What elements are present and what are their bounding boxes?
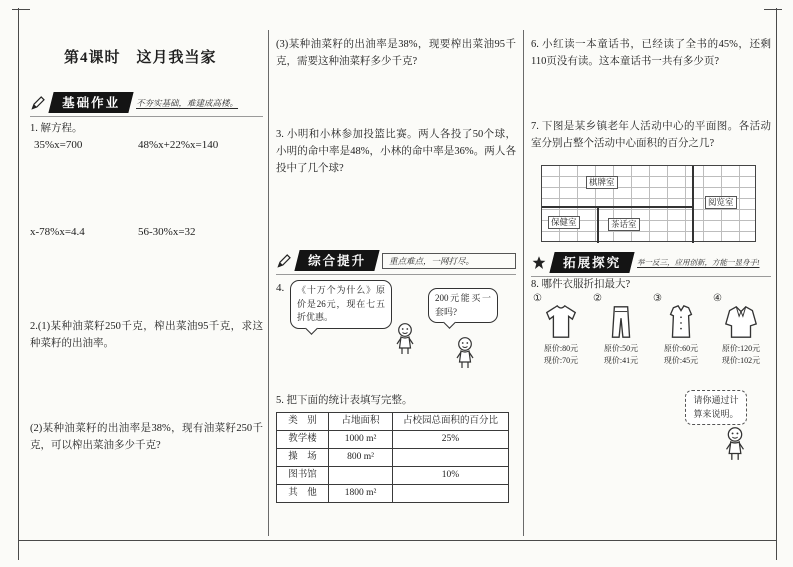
table-row [277,431,509,449]
stats-table [276,412,509,503]
equation-2: 48%x+22%x=140 [138,139,219,151]
badge-basic-label: 基础作业 [62,96,121,110]
clothing-item [651,293,711,368]
cartoon-kid-icon [392,322,418,356]
badge-basic-slogan: 不夯实基础，难建成高楼。 [136,97,239,108]
table-cell: 操 场 [277,449,329,467]
problem-1-heading: 1. 解方程。 [30,123,83,134]
room-label-chess: 棋牌室 [586,176,618,189]
original-price: 原价:50元 [603,344,639,353]
original-price: 原价:60元 [663,344,699,353]
tshirt-icon [542,302,580,342]
column-middle [276,0,516,567]
badge-comprehensive-slogan: 重点难点，一网打尽。 [382,253,516,269]
cartoon-kid-icon [452,336,478,370]
room-label-tea: 茶话室 [608,218,640,231]
pencil-icon [30,95,46,111]
clothing-item [531,293,591,368]
table-row [277,467,509,485]
equation-1: 35%x=700 [34,139,83,151]
note-bubble: 请你通过计算来说明。 [685,390,747,425]
problem-7-heading: 7. 下图是某乡镇老年人活动中心的平面图。各活动室分别占整个活动中心面积的百分之几? [531,121,771,149]
clothing-item [711,293,771,368]
table-row [277,485,509,503]
table-cell [393,449,509,467]
table-cell: 10% [393,467,509,485]
original-price: 原价:120元 [721,344,761,353]
page-border-left [18,8,19,560]
badge-extension [549,252,634,273]
floorplan-wall [692,166,694,243]
room-label-reading: 阅览室 [705,196,737,209]
jacket-icon [722,302,760,342]
table-cell: 教学楼 [277,431,329,449]
section-header-extension [531,252,771,277]
clothing-item [591,293,651,368]
floorplan-wall [542,206,694,208]
column-right [531,0,771,567]
star-icon [531,255,547,271]
speech-bubble-right: 200元能买一套吗? [428,288,498,323]
item-number: ③ [653,293,662,304]
problem-2-part1: 2.(1)某种油菜籽250千克，榨出菜油95千克，求这种菜籽的出油率。 [30,321,263,349]
speech-bubble-left: 《十万个为什么》原价是26元，现在七五折优惠。 [290,280,392,329]
problem-4 [276,280,516,388]
table-header-row [277,413,509,431]
equation-4: 56-30%x=32 [138,226,196,238]
room-label-health: 保健室 [548,216,580,229]
problem-8-items [531,293,771,368]
crop-mark-top-left [12,9,30,10]
problem-8-note [531,390,771,470]
table-header-cell: 占校园总面积的百分比 [393,413,509,431]
table-cell: 其 他 [277,485,329,503]
original-price: 原价:80元 [543,344,579,353]
problem-6: 6. 小红读一本童话书，已经读了全书的45%，还剩110页没有读。这本童话书一共有多少页? [531,39,771,67]
table-cell [329,467,393,485]
column-left [30,0,263,567]
table-cell: 1800 m² [329,485,393,503]
current-price: 现价:45元 [663,356,699,366]
lesson-title: 第4课时 这月我当家 [64,50,217,66]
current-price: 现价:70元 [543,356,579,366]
badge-comprehensive-label: 综合提升 [308,254,367,268]
problem-3: 3. 小明和小林参加投篮比赛。两人各投了50个球，小明的命中率是48%，小林的命中率是36%。两人各投中了几个球? [276,129,516,174]
problem-8-heading: 8. 哪件衣服折扣最大? [531,279,631,290]
table-cell: 图书馆 [277,467,329,485]
current-price: 现价:102元 [721,356,761,366]
badge-extension-slogan: 举一反三，应用创新，方能一显身手! [637,258,760,267]
problem-1-equations-row-1 [30,139,263,155]
section-header-basic [30,92,263,117]
pants-icon [602,302,640,342]
item-number: ① [533,293,542,304]
shirt-icon [662,302,700,342]
badge-basic [48,92,133,113]
item-number: ② [593,293,602,304]
page-border-right [776,8,777,560]
table-row [277,449,509,467]
pencil-icon [276,253,292,269]
current-price: 现价:41元 [603,356,639,366]
floorplan-diagram [541,165,756,242]
item-number: ④ [713,293,722,304]
column-divider-2 [523,30,524,536]
table-cell: 25% [393,431,509,449]
table-cell: 800 m² [329,449,393,467]
problem-2-part3: (3)某种油菜籽的出油率是38%，现要榨出菜油95千克，需要这种油菜籽多少千克? [276,39,516,67]
equation-3: x-78%x=4.4 [30,226,85,238]
column-divider-1 [268,30,269,536]
table-cell: 1000 m² [329,431,393,449]
table-header-cell: 类 别 [277,413,329,431]
problem-5-heading: 5. 把下面的统计表填写完整。 [276,395,413,406]
problem-2-part2: (2)某种油菜籽的出油率是38%，现有油菜籽250千克，可以榨出菜油多少千克? [30,423,263,451]
cartoon-kid-icon [721,426,749,462]
problem-1-equations-row-2 [30,226,263,242]
floorplan-wall [597,206,599,243]
table-header-cell: 占地面积 [329,413,393,431]
table-cell [393,485,509,503]
badge-extension-label: 拓展探究 [563,256,622,270]
badge-comprehensive [294,250,379,271]
problem-4-number: 4. [276,282,285,294]
section-header-comprehensive [276,250,516,275]
